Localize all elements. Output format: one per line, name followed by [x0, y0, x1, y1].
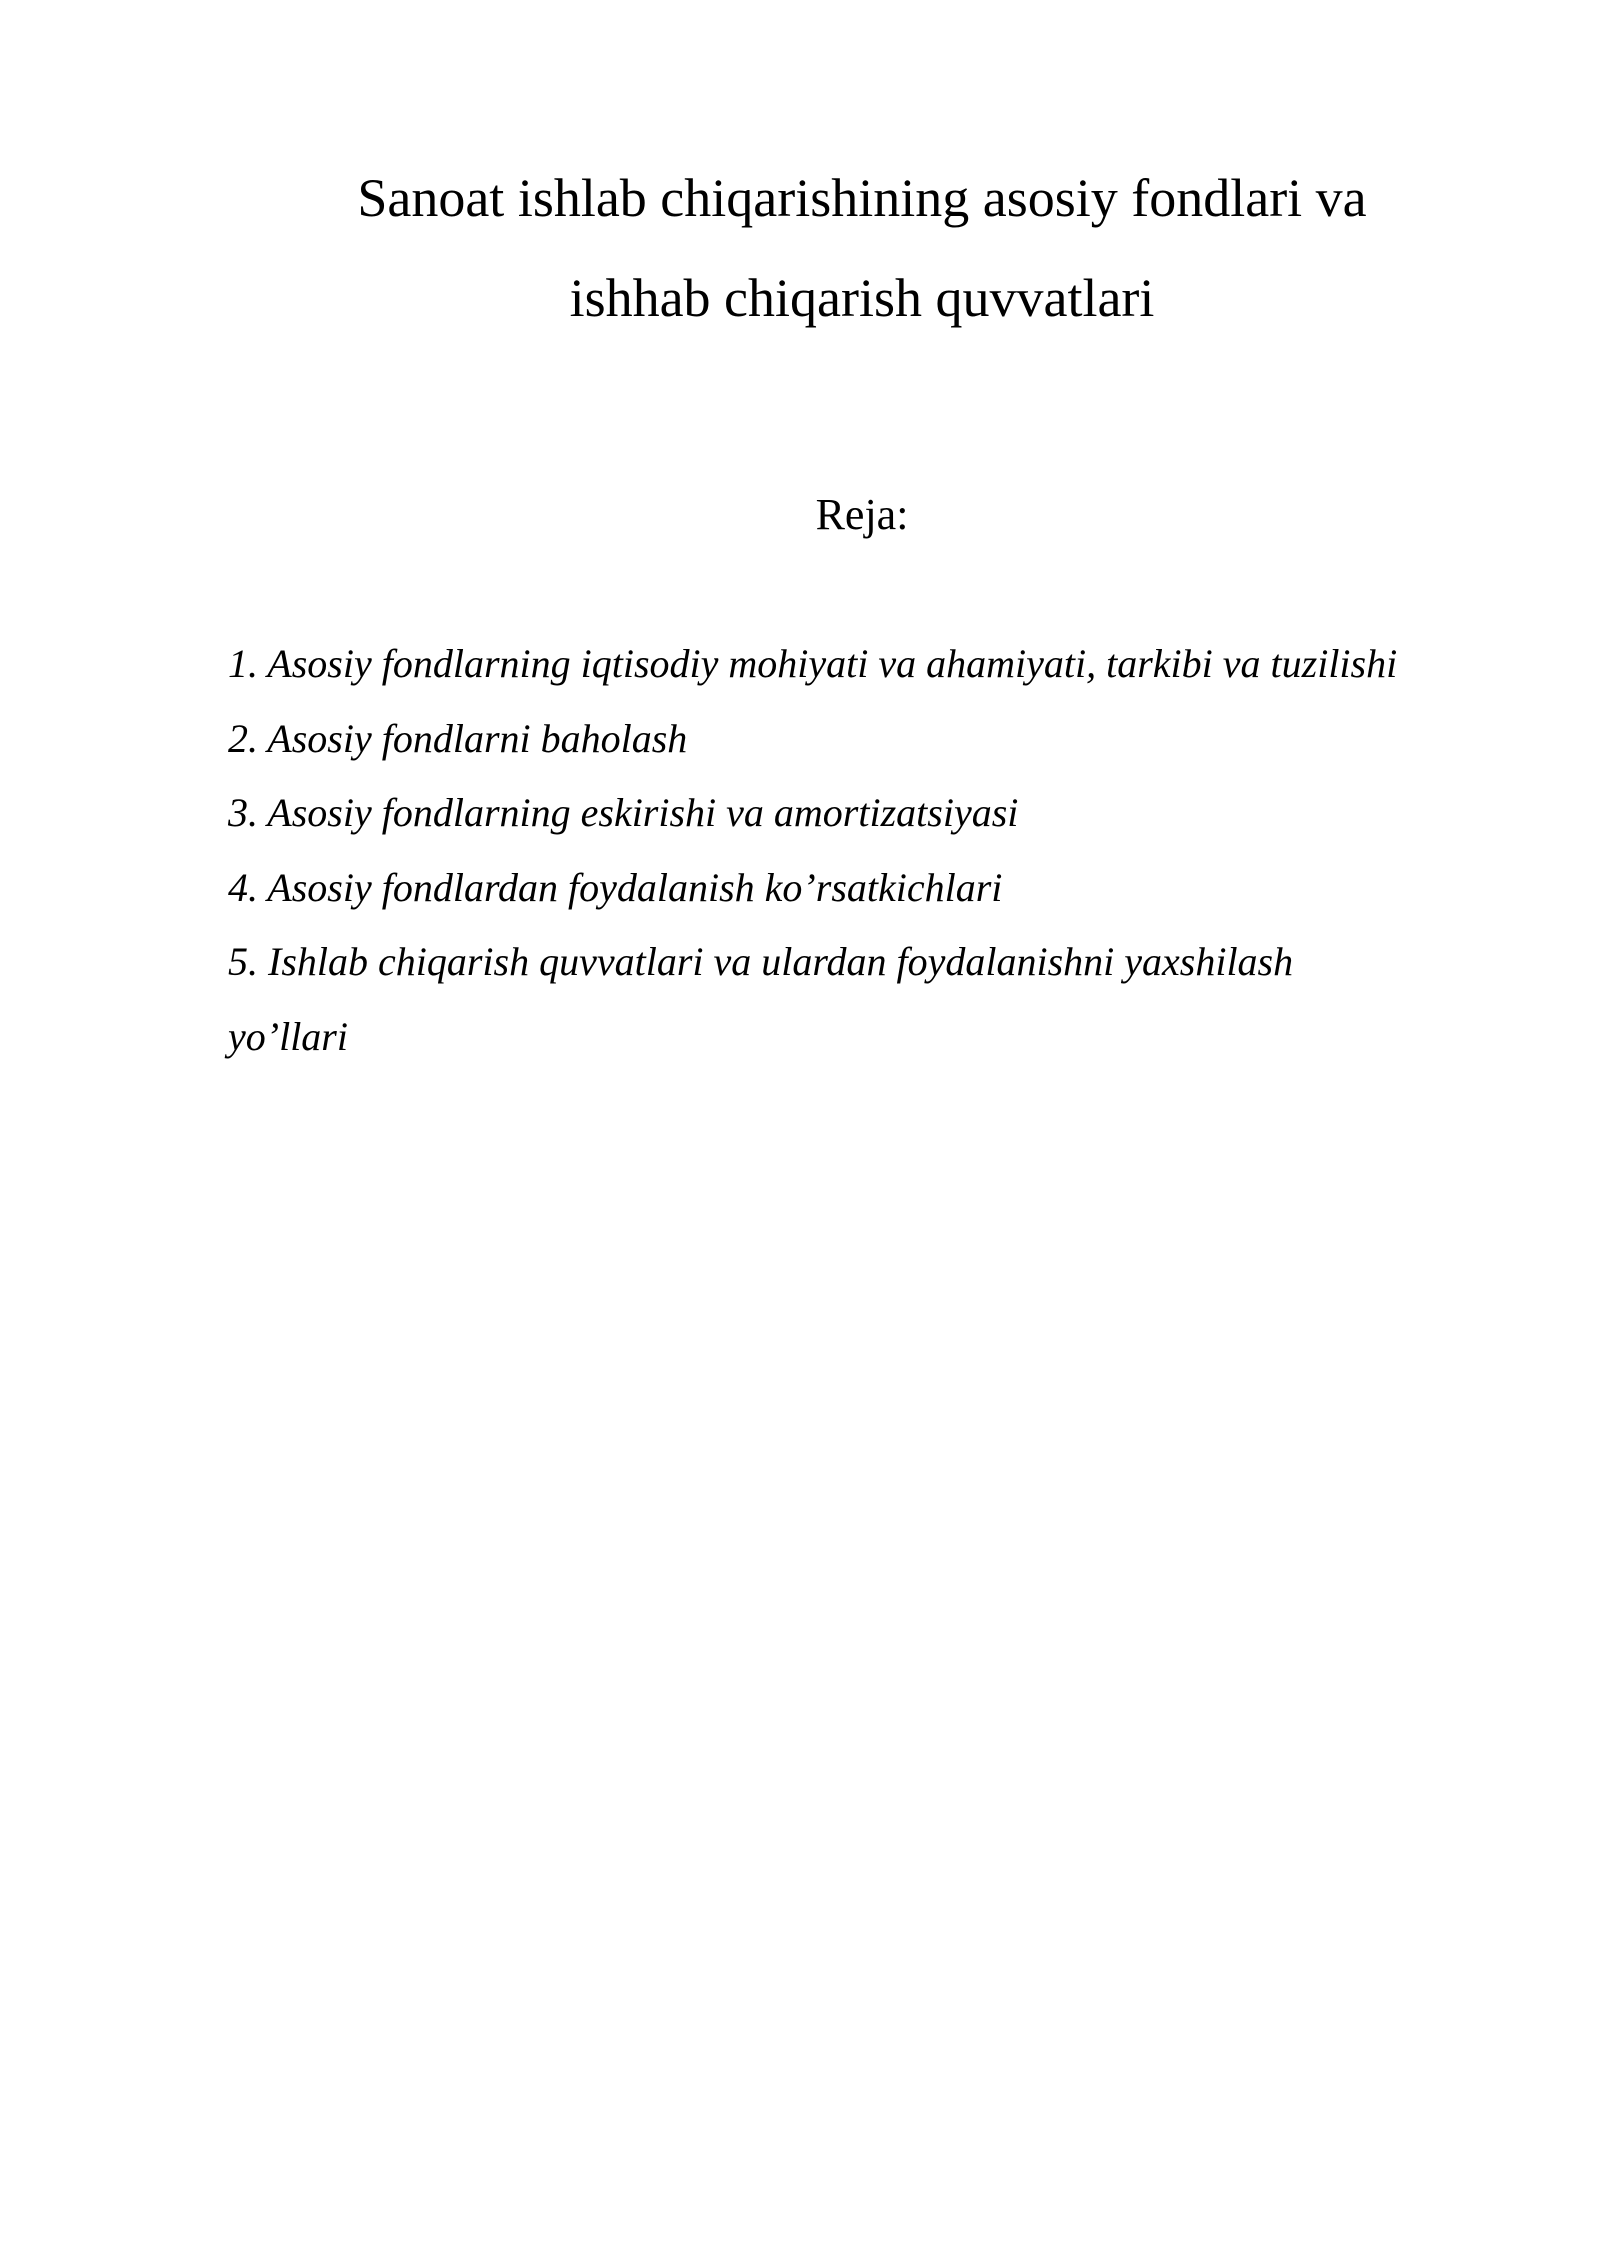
plan-item-1: 1. Asosiy fondlarning iqtisodiy mohiyati va ahamiyati, tarkibi va tuzilishi [228, 641, 1398, 686]
plan-list [228, 627, 1408, 1074]
plan-item-3: 3. Asosiy fondlarning eskirishi va amortizatsiyasi [228, 790, 1019, 835]
title-line-2: ishhab chiqarish quvvatlari [569, 268, 1155, 328]
plan-item-2: 2. Asosiy fondlarni baholash [228, 715, 688, 761]
plan-heading [0, 480, 1600, 550]
plan-item-4: 4. Asosiy fondlardan foydalanish ko’rsatkichlari [228, 864, 1003, 910]
page-title [0, 148, 1600, 348]
plan-item-5: 5. Ishlab chiqarish quvvatlari va ulardan foydalanishni yaxshilash yo’llari [228, 939, 1294, 1059]
title-line-1: Sanoat ishlab chiqarishining asosiy fondlari va [357, 168, 1367, 228]
plan-heading-text: Reja: [815, 490, 909, 539]
